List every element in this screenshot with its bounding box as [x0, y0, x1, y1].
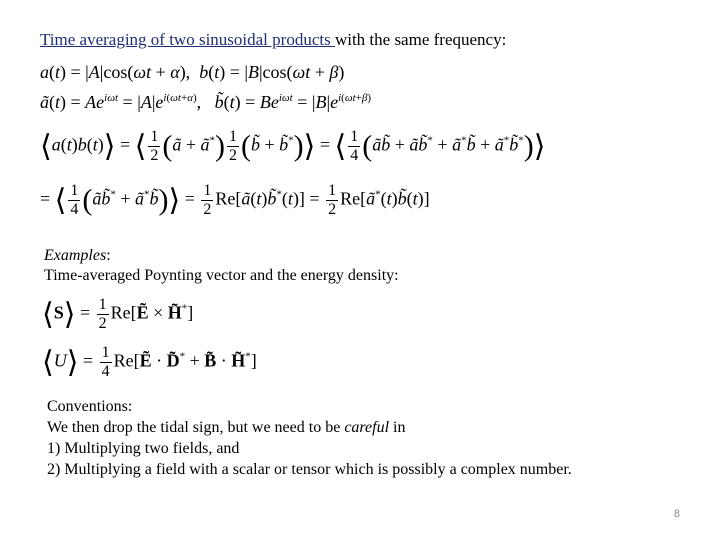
- conventions-line1-post: in: [389, 419, 406, 436]
- equation-time-average-result: = ⟨ $\frac{1}{4}$ (ãb̃* + ã*b̃)⟩ = $\frac{1}{2}$ Re[ã(t)b̃*(t)] = $\frac{1}{2}$ Re[ã*(t)b̃(t)]: [40, 182, 430, 218]
- page-number: 8: [673, 508, 680, 520]
- equation-real-signals: a(t) = |A|cos(ωt + α), b(t) = |B|cos(ωt + β): [40, 62, 345, 82]
- equation-energy-density: ⟨U⟩ = $\frac{1}{4}$ Re[Ẽ · D̃* + B̃ · H̃*]: [42, 344, 257, 380]
- conventions-block: [47, 396, 572, 480]
- conventions-line1-pre: We then drop the tidal sign, but we need to be: [47, 419, 345, 436]
- examples-colon: :: [106, 247, 111, 264]
- conventions-heading: Conventions:: [47, 398, 133, 415]
- examples-text: Time-averaged Poynting vector and the energy density:: [44, 267, 399, 284]
- slide-title: [40, 30, 506, 50]
- title-underlined-text: Time averaging of two sinusoidal products: [40, 30, 335, 49]
- equation-poynting-vector: ⟨S⟩ = $\frac{1}{2}$ Re[Ẽ × H̃*]: [42, 296, 194, 332]
- examples-label: Examples: [44, 247, 107, 264]
- examples-block: [44, 246, 399, 286]
- equation-time-average-product: ⟨a(t)b(t)⟩ = ⟨ $\frac{1}{2}$ (ã + ã*) $\frac{1}{2}$ (b̃ + b̃*)⟩ = ⟨ $\frac{1}{4}$ (ãb̃ + ãb̃* + ã*b̃ + ã*b̃*)⟩: [40, 128, 546, 164]
- title-rest-text: with the same frequency:: [334, 30, 507, 49]
- conventions-careful-word: careful: [344, 419, 390, 436]
- equation-complex-signals: ã(t) = $Ae^{i\omega t} = |A|e^{i(\omega t+\alpha)}$, b̃(t) = $Be^{i\omega t} = |B|e^{i(\omega t+\beta)}$: [40, 92, 372, 112]
- conventions-line1: [47, 417, 572, 438]
- conventions-item-1: 1) Multiplying two fields, and: [47, 440, 240, 457]
- conventions-item-2: 2) Multiplying a field with a scalar or tensor which is possibly a complex number.: [47, 461, 572, 478]
